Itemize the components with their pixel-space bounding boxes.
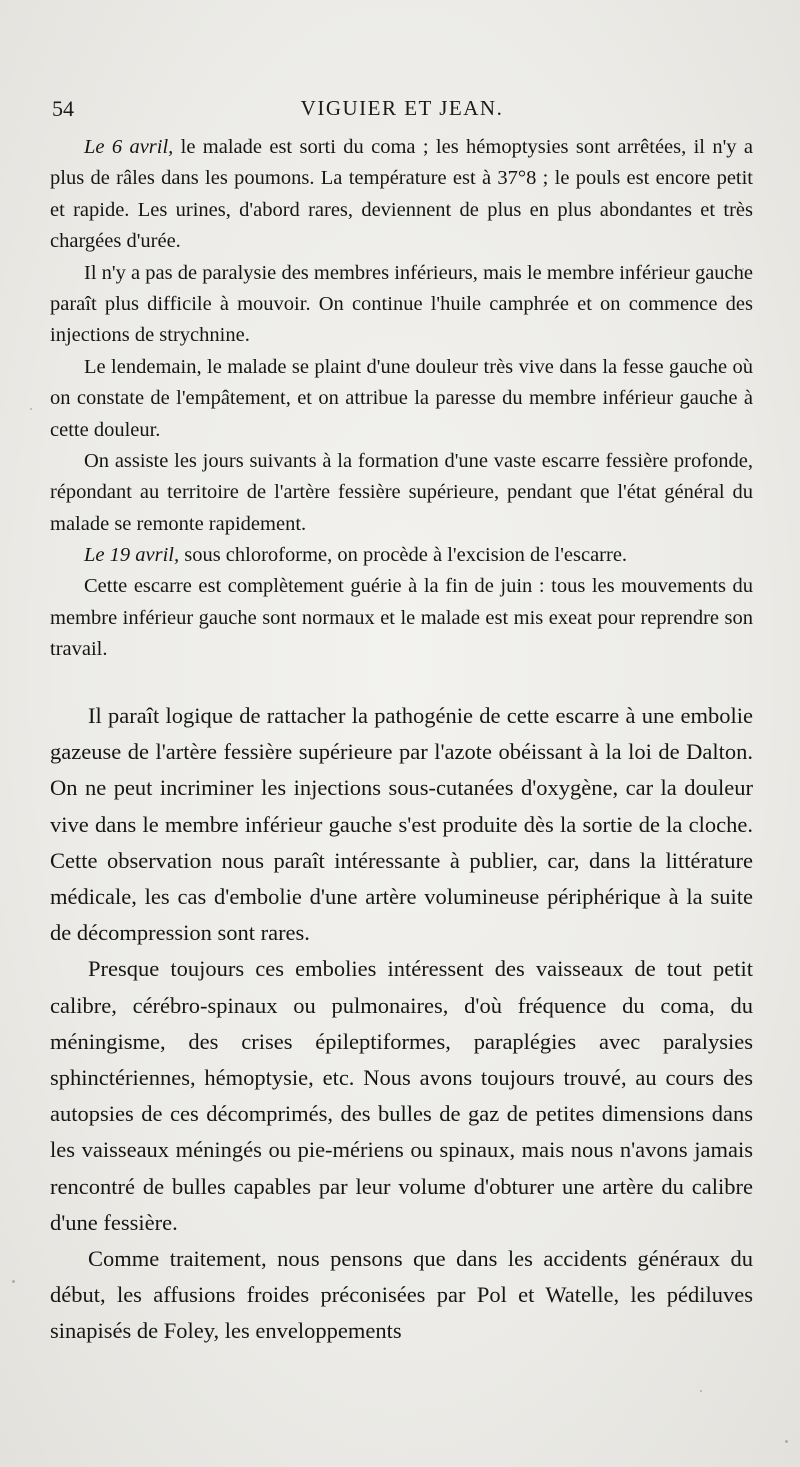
paragraph	[50, 258, 753, 352]
scan-speck	[785, 1440, 788, 1443]
paragraph	[50, 571, 753, 665]
date-lead: Le 6 avril,	[84, 136, 174, 158]
paragraph-text: On assiste les jours suivants à la formation d'une vaste escarre fessière profonde, répondant au territoire de l'artère fessière supérieure, pendant que l'état général du malade se remonte rapidement.	[50, 450, 753, 535]
paragraph-text: Il n'y a pas de paralysie des membres inférieurs, mais le membre inférieur gauche paraît plus difficile à mouvoir. On continue l'huile camphrée et on commence des injections de strychnine.	[50, 261, 753, 347]
paragraph: Comme traitement, nous pensons que dans les accidents généraux du début, les affusions froides préconisées par Pol et Watelle, les pédiluves sinapisés de Foley, les enveloppements	[50, 1246, 753, 1344]
paragraph	[50, 540, 753, 571]
scan-speck	[30, 408, 32, 410]
scan-speck	[12, 1280, 15, 1283]
case-outcome-section	[50, 540, 753, 666]
running-head	[52, 96, 752, 126]
scan-speck	[700, 1390, 702, 1392]
paragraph	[50, 132, 753, 258]
case-notes-section	[50, 132, 753, 540]
paragraph-text: Le lendemain, le malade se plaint d'une douleur très vive dans la fesse gauche où on constate de l'empâtement, et on attribue la paresse du membre inférieur gauche à cette douleur.	[50, 355, 753, 441]
paragraph-text: sous chloroforme, on procède à l'excision de l'escarre.	[179, 544, 628, 566]
discussion-section	[50, 698, 753, 1350]
running-title: VIGUIER ET JEAN.	[300, 96, 504, 120]
paragraph-text: Cette escarre est complètement guérie à la fin de juin : tous les mouvements du membre inférieur gauche sont normaux et le malade est mis exeat pour reprendre son travail.	[50, 575, 753, 661]
paragraph: Il paraît logique de rattacher la pathogénie de cette escarre à une embolie gazeuse de l'artère fessière supérieure par l'azote obéissant à la loi de Dalton. On ne peut incriminer les injections sous-cutanées d'oxygène, car la douleur vive dans le membre inférieur gauche s'est produite dès la sortie de la cloche. Cette observation nous paraît intéressante à publier, car, dans la littérature médicale, les cas d'embolie d'une artère volumineuse périphérique à la suite de décompression sont rares.	[50, 703, 753, 946]
paragraph: Presque toujours ces embolies intéressent des vaisseaux de tout petit calibre, cérébro-spinaux ou pulmonaires, d'où fréquence du coma, du méningisme, des crises épileptiformes, paraplégies avec paralysies sphinctériennes, hémoptysie, etc. Nous avons toujours trouvé, au cours des autopsies de ces décomprimés, des bulles de gaz de petites dimensions dans les vaisseaux méningés ou pie-mériens ou spinaux, mais nous n'avons jamais rencontré de bulles capables par leur volume d'obturer une artère du calibre d'une fessière.	[50, 956, 753, 1235]
paragraph	[50, 446, 753, 540]
date-lead: Le 19 avril,	[84, 544, 180, 566]
paragraph-text: le malade est sorti du coma ; les hémoptysies sont arrêtées, il n'y a plus de râles dans les poumons. La température est à 37°8 ; le pouls est encore petit et rapide. Les urines, d'abord rares, deviennent de plus en plus abondantes et très chargées d'urée.	[50, 136, 754, 253]
paragraph	[50, 352, 753, 446]
page-number: 54	[52, 96, 74, 121]
